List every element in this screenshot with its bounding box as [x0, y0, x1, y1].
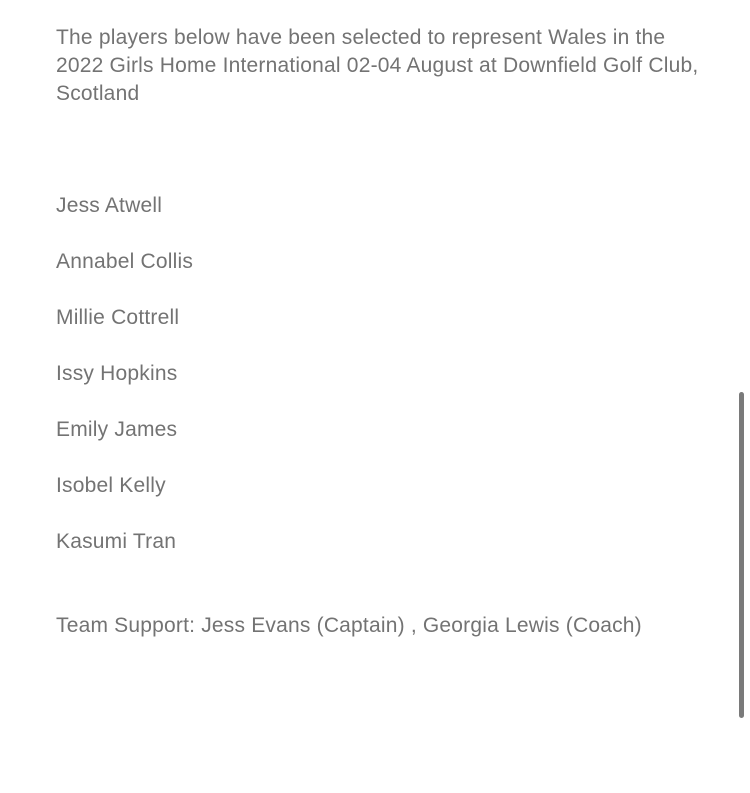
- player-name: Kasumi Tran: [56, 530, 177, 553]
- player-name: Jess Atwell: [56, 194, 163, 217]
- article-content: [56, 24, 706, 640]
- team-support: Team Support: Jess Evans (Captain) , Georgia Lewis (Coach): [56, 614, 642, 637]
- scrollbar-thumb[interactable]: [739, 392, 744, 718]
- player-name: Issy Hopkins: [56, 362, 178, 385]
- player-list: [56, 192, 706, 556]
- player-name: Annabel Collis: [56, 250, 194, 273]
- intro-paragraph: The players below have been selected to represent Wales in the 2022 Girls Home International 02-04 August at Downfield Golf Club, Scotland: [56, 26, 699, 105]
- player-name: Isobel Kelly: [56, 474, 166, 497]
- player-name: Emily James: [56, 418, 178, 441]
- player-name: Millie Cottrell: [56, 306, 180, 329]
